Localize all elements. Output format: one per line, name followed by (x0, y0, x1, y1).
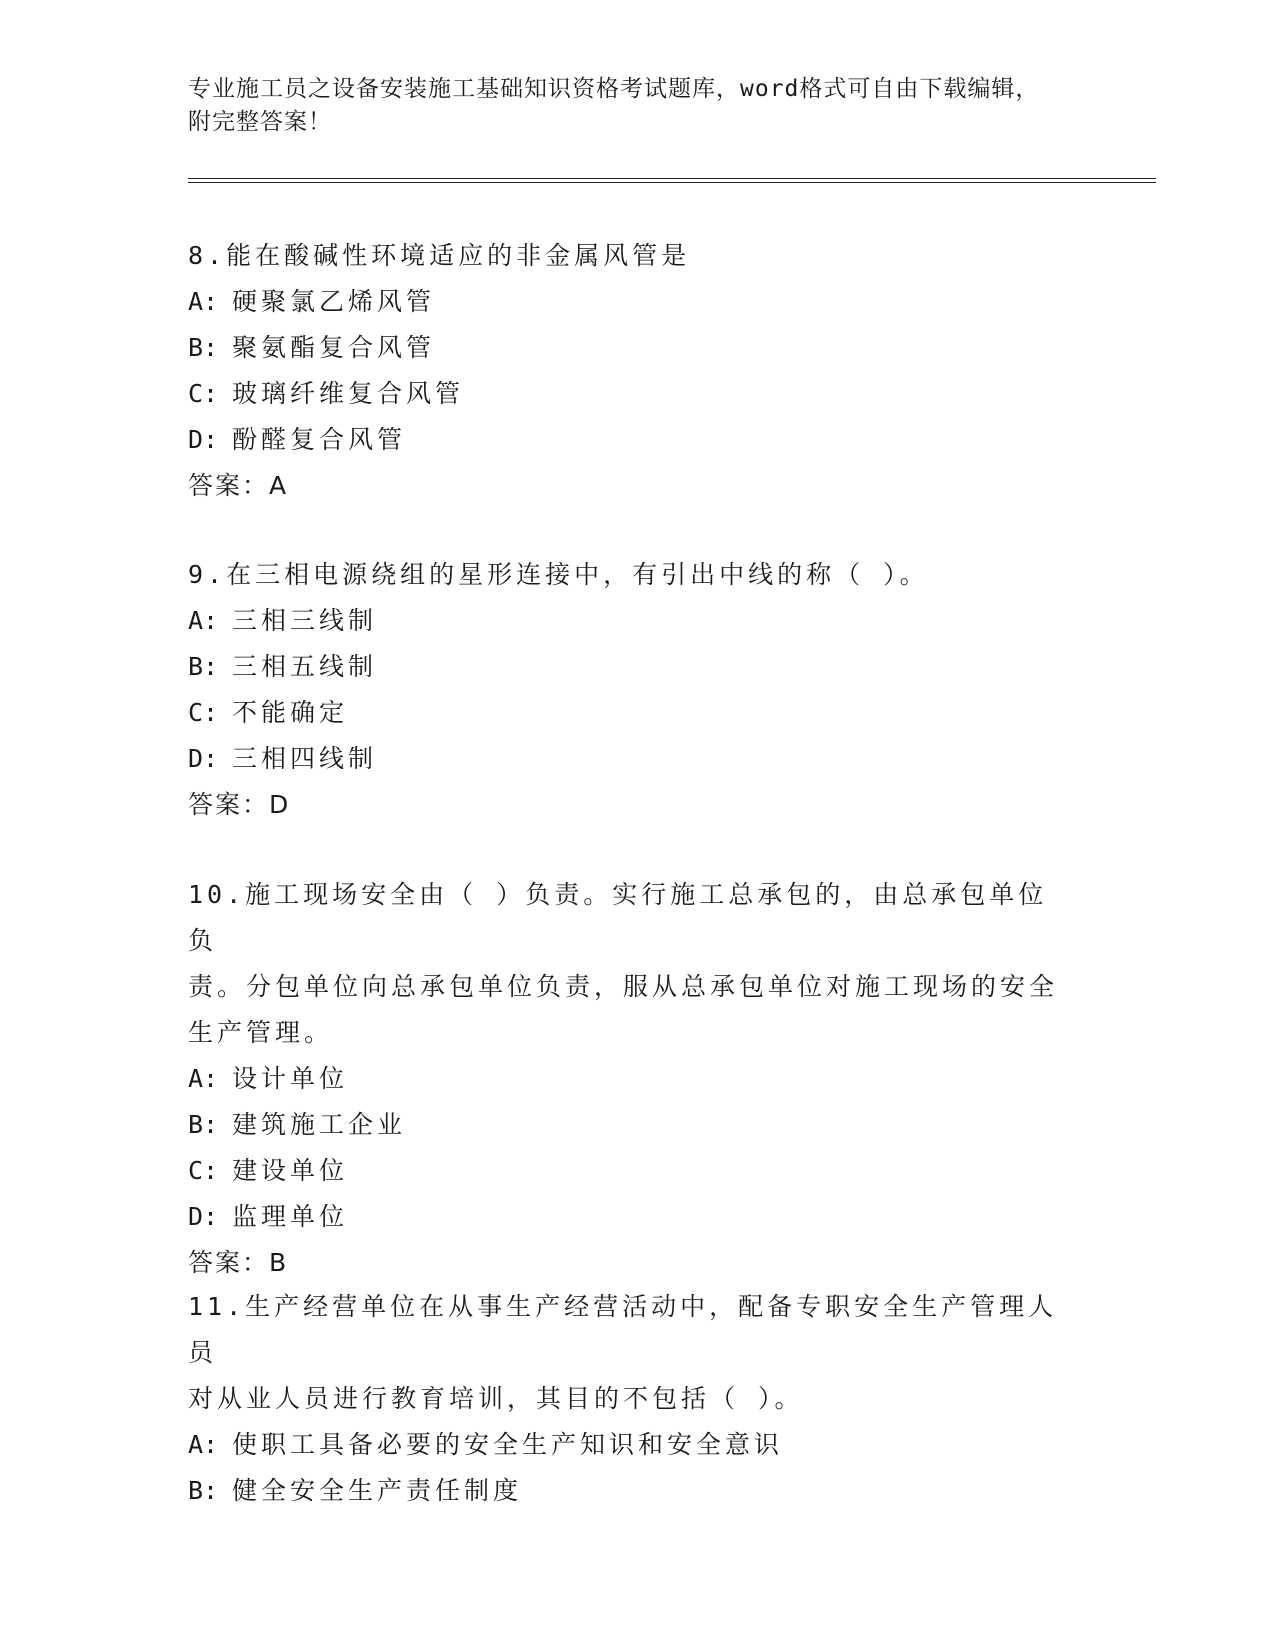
option-text: 建设单位 (232, 1156, 349, 1185)
question-text: 9.在三相电源绕组的星形连接中，有引出中线的称（ ）。 (188, 560, 929, 589)
question-text-line: 对从业人员进行教育培训，其目的不包括（ ）。 (188, 1384, 804, 1413)
option-key: B: (188, 652, 219, 681)
question-text-line: 生产管理。 (188, 1018, 334, 1047)
option-text: 使职工具备必要的安全生产知识和安全意识 (232, 1430, 784, 1459)
option-text: 不能确定 (232, 698, 349, 727)
document-header (188, 73, 1088, 139)
option-key: A: (188, 1430, 219, 1459)
option-text: 硬聚氯乙烯风管 (232, 287, 436, 316)
option-d (188, 736, 1068, 782)
option-a (188, 279, 1068, 325)
option-text: 三相三线制 (232, 606, 378, 635)
option-key: D: (188, 425, 219, 454)
question-text-line: 11.生产经营单位在从事生产经营活动中，配备专职安全生产管理人员 (188, 1292, 1058, 1367)
option-b (188, 325, 1068, 371)
option-d (188, 1194, 1068, 1240)
option-text: 三相五线制 (232, 652, 378, 681)
question-text-line: 责。分包单位向总承包单位负责，服从总承包单位对施工现场的安全 (188, 972, 1059, 1001)
option-a (188, 598, 1068, 644)
option-key: B: (188, 333, 219, 362)
option-b (188, 1468, 1068, 1514)
option-key: D: (188, 744, 219, 773)
question-text: 8.能在酸碱性环境适应的非金属风管是 (188, 241, 691, 270)
option-c (188, 1148, 1068, 1194)
option-text: 健全安全生产责任制度 (232, 1476, 523, 1505)
option-text: 设计单位 (232, 1064, 349, 1093)
question-9 (188, 552, 1068, 828)
option-key: B: (188, 1110, 219, 1139)
answer-line: 答案：A (188, 471, 289, 500)
header-divider-bottom (188, 182, 1156, 183)
option-key: A: (188, 1064, 219, 1093)
option-key: A: (188, 606, 219, 635)
option-text: 建筑施工企业 (232, 1110, 407, 1139)
option-a (188, 1056, 1068, 1102)
option-key: B: (188, 1476, 219, 1505)
option-key: C: (188, 1156, 219, 1185)
option-d (188, 417, 1068, 463)
option-b (188, 644, 1068, 690)
option-text: 酚醛复合风管 (232, 425, 407, 454)
option-b (188, 1102, 1068, 1148)
option-c (188, 371, 1068, 417)
header-divider-top (188, 178, 1156, 179)
answer-line: 答案：B (188, 1248, 289, 1277)
option-a (188, 1422, 1068, 1468)
question-text-line: 10.施工现场安全由（ ）负责。实行施工总承包的，由总承包单位负 (188, 880, 1048, 955)
question-8 (188, 233, 1068, 509)
question-10 (188, 872, 1068, 1286)
option-text: 三相四线制 (232, 744, 378, 773)
option-key: D: (188, 1202, 219, 1231)
option-text: 监理单位 (232, 1202, 349, 1231)
header-line-2: 附完整答案！ (188, 109, 332, 135)
option-key: C: (188, 379, 219, 408)
option-c (188, 690, 1068, 736)
option-text: 玻璃纤维复合风管 (232, 379, 465, 408)
option-key: C: (188, 698, 219, 727)
header-line-1: 专业施工员之设备安装施工基础知识资格考试题库，word格式可自由下载编辑， (188, 76, 1040, 102)
answer-line: 答案：D (188, 790, 291, 819)
option-key: A: (188, 287, 219, 316)
question-11 (188, 1284, 1068, 1514)
option-text: 聚氨酯复合风管 (232, 333, 436, 362)
